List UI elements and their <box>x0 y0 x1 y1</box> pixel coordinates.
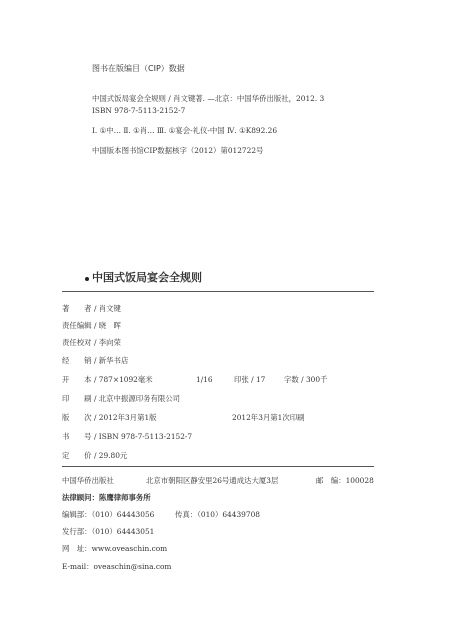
distributor-label: 经 销 <box>62 356 92 365</box>
cip-line-3: Ⅰ. ①中… Ⅱ. ①肖… Ⅲ. ①宴会-礼仪-中国 Ⅳ. ①K892.26 <box>92 126 278 135</box>
email: E-mail：oveaschin@sina.com <box>62 562 172 571</box>
editor-label: 责任编辑 <box>62 321 92 330</box>
editor-row <box>62 321 121 331</box>
format-label: 开 本 <box>62 375 92 384</box>
isbn-label: 书 号 <box>62 432 92 441</box>
sales-phone: 发行部：（010）64443051 <box>62 527 155 536</box>
cip-heading: 图书在版编目（CIP）数据 <box>92 64 185 73</box>
cip-line-1: 中国式饭局宴会全规则 / 肖文键著. —北京：中国华侨出版社，2012. 3 <box>92 94 325 103</box>
format-value: / 787×1092毫米 <box>93 375 153 384</box>
edition-print: 2012年3月第1次印刷 <box>232 413 305 422</box>
website: 网 址：www.oveaschin.com <box>62 544 168 553</box>
author-value: / 肖文键 <box>93 304 121 313</box>
proof-label: 责任校对 <box>62 338 92 347</box>
distributor-row <box>62 356 128 366</box>
format-size: 1/16 <box>196 375 213 384</box>
fax-number: 传真：（010）64439708 <box>175 510 260 519</box>
isbn-value: / ISBN 978-7-5113-2152-7 <box>93 432 193 441</box>
publisher-postcode: 邮 编：100028 <box>316 476 374 485</box>
book-title: 中国式饭局宴会全规则 <box>92 271 202 284</box>
legal-advisor: 法律顾问：陈鹰律师事务所 <box>62 493 151 502</box>
format-row <box>62 375 153 385</box>
price-row <box>62 451 127 461</box>
publisher-rule <box>62 466 374 467</box>
editorial-phone: 编辑部：（010）64443056 <box>62 510 155 519</box>
cip-line-2: ISBN 978-7-5113-2152-7 <box>92 106 186 115</box>
publisher-address: 北京市朝阳区静安里26号通成达大厦3层 <box>146 476 279 485</box>
title-rule <box>62 291 374 292</box>
printer-label: 印 刷 <box>62 394 92 403</box>
editor-value: / 晓 晖 <box>93 321 121 330</box>
price-label: 定 价 <box>62 451 92 460</box>
printer-row <box>62 394 180 404</box>
proof-row <box>62 338 121 348</box>
price-value: / 29.80元 <box>93 451 128 460</box>
proof-value: / 李向荣 <box>93 338 121 347</box>
author-label: 著 者 <box>62 304 92 313</box>
edition-value: / 2012年3月第1版 <box>93 413 157 422</box>
format-sheets: 印张 / 17 <box>234 375 266 384</box>
edition-row <box>62 413 157 423</box>
printer-value: / 北京中振源印务有限公司 <box>93 394 181 403</box>
distributor-value: / 新华书店 <box>93 356 129 365</box>
isbn-row <box>62 432 192 442</box>
author-row <box>62 304 121 314</box>
edition-label: 版 次 <box>62 413 92 422</box>
title-bullet <box>85 277 89 281</box>
format-words: 字数 / 300千 <box>284 375 328 384</box>
cip-line-4: 中国版本图书馆CIP数据核字（2012）第012722号 <box>92 146 264 155</box>
publisher-name: 中国华侨出版社 <box>62 476 114 485</box>
